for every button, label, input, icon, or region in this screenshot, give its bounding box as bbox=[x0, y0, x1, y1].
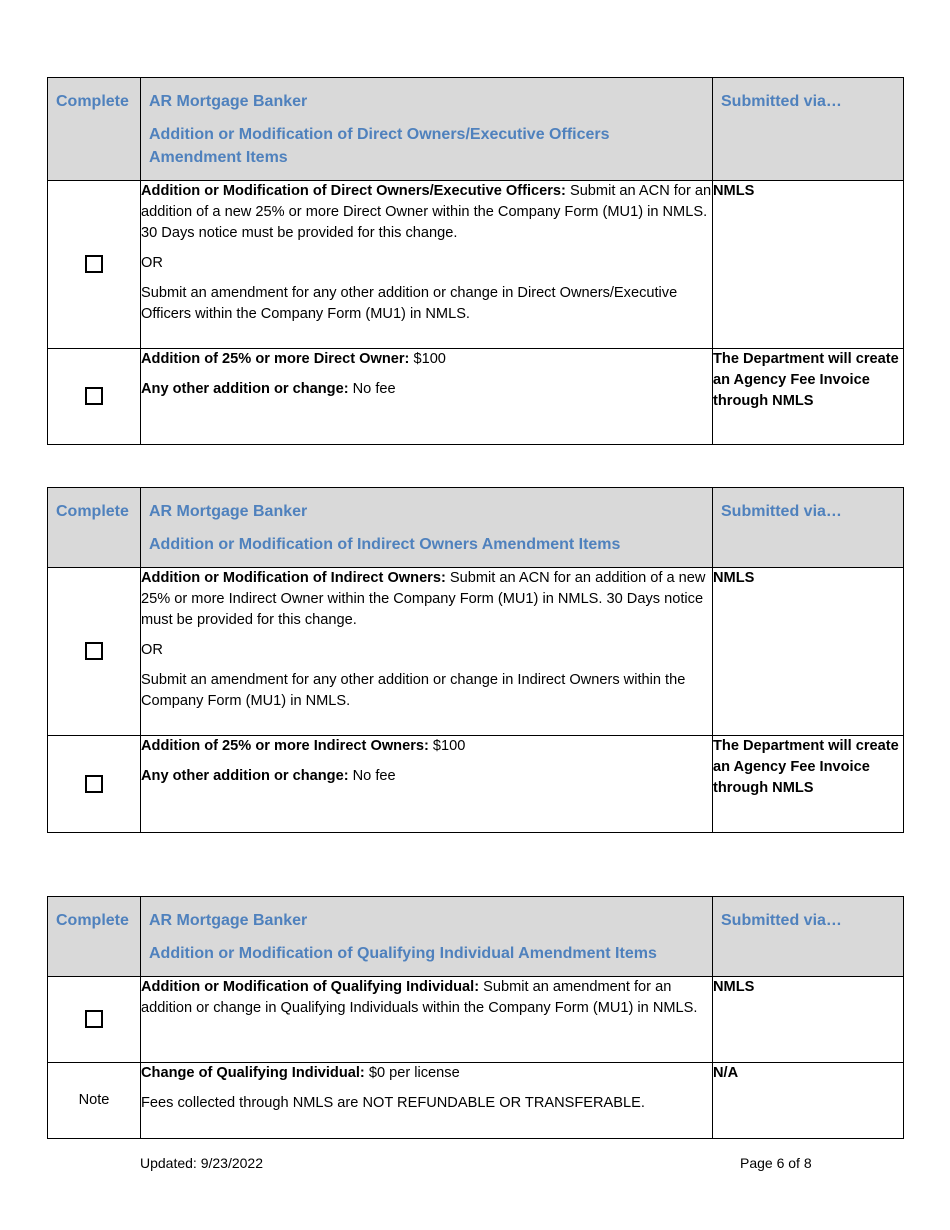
fee-amount: No fee bbox=[348, 768, 396, 784]
checkbox-cell bbox=[48, 977, 141, 1063]
requirement-text bbox=[141, 568, 712, 631]
table-title-cell bbox=[141, 488, 713, 568]
fee-text bbox=[141, 349, 712, 370]
requirement-label: Addition or Modification of Direct Owners/Executive Officers: bbox=[141, 183, 566, 199]
table-header-row bbox=[48, 488, 904, 568]
fee-label: Change of Qualifying Individual: bbox=[141, 1065, 365, 1081]
submitted-via-value: The Department will create an Agency Fee Invoice through NMLS bbox=[713, 736, 904, 833]
complete-checkbox[interactable] bbox=[85, 387, 103, 405]
fee-cell bbox=[141, 1063, 713, 1139]
requirement-text bbox=[141, 181, 712, 244]
fee-text bbox=[141, 1063, 712, 1084]
fee-amount: No fee bbox=[348, 381, 396, 397]
fee-amount: $100 bbox=[409, 351, 446, 367]
checkbox-cell bbox=[48, 181, 141, 349]
table-row bbox=[48, 181, 904, 349]
page-number: Page 6 of 8 bbox=[740, 1155, 812, 1171]
table-subtitle: Addition or Modification of Qualifying Individual Amendment Items bbox=[149, 945, 657, 962]
requirement-cell bbox=[141, 181, 713, 349]
complete-header: Complete bbox=[48, 488, 141, 568]
fee-cell bbox=[141, 349, 713, 445]
complete-checkbox[interactable] bbox=[85, 255, 103, 273]
table-header-row bbox=[48, 897, 904, 977]
table-row bbox=[48, 1063, 904, 1139]
fee-text bbox=[141, 379, 712, 400]
table-title: AR Mortgage Banker bbox=[149, 912, 308, 929]
fee-text bbox=[141, 766, 712, 787]
note-label: Note bbox=[48, 1063, 141, 1139]
fee-label: Addition of 25% or more Direct Owner: bbox=[141, 351, 410, 367]
requirement-detail: Submit an amendment for an addition or change in Qualifying Individuals within the Company Form (MU1) in NMLS. bbox=[141, 979, 698, 1016]
submitted-via-header: Submitted via… bbox=[713, 488, 904, 568]
requirement-label: Addition or Modification of Qualifying Individual: bbox=[141, 979, 480, 995]
checkbox-cell bbox=[48, 349, 141, 445]
complete-header: Complete bbox=[48, 897, 141, 977]
submitted-via-header: Submitted via… bbox=[713, 897, 904, 977]
table-row bbox=[48, 736, 904, 833]
table-title: AR Mortgage Banker bbox=[149, 503, 308, 520]
indirect-owners-table bbox=[47, 487, 904, 833]
submitted-via-value: NMLS bbox=[713, 568, 904, 736]
fee-label: Any other addition or change: bbox=[141, 381, 349, 397]
complete-header: Complete bbox=[48, 78, 141, 181]
requirement-cell bbox=[141, 568, 713, 736]
requirement-text bbox=[141, 977, 712, 1019]
submitted-via-value: NMLS bbox=[713, 977, 904, 1063]
complete-checkbox[interactable] bbox=[85, 1010, 103, 1028]
refund-notice: Fees collected through NMLS are NOT REFUNDABLE OR TRANSFERABLE. bbox=[141, 1095, 645, 1111]
direct-owners-table bbox=[47, 77, 904, 445]
fee-amount: $100 bbox=[428, 738, 466, 754]
submitted-via-value: NMLS bbox=[713, 181, 904, 349]
requirement-label: Addition or Modification of Indirect Owners: bbox=[141, 570, 446, 586]
requirement-detail: Submit an ACN for an addition of a new 25% or more Direct Owner within the Company Form (MU1) in NMLS. 30 Days notice must be provided for this change. bbox=[141, 183, 712, 241]
qualifying-individual-table bbox=[47, 896, 904, 1139]
or-text: OR bbox=[141, 642, 163, 658]
table-subtitle: Addition or Modification of Indirect Owners Amendment Items bbox=[149, 536, 621, 553]
alternative-text: Submit an amendment for any other addition or change in Indirect Owners within the Company Form (MU1) in NMLS. bbox=[141, 672, 686, 709]
table-title-cell bbox=[141, 897, 713, 977]
fee-cell bbox=[141, 736, 713, 833]
table-row bbox=[48, 977, 904, 1063]
table-header-row bbox=[48, 78, 904, 181]
table-row bbox=[48, 349, 904, 445]
complete-checkbox[interactable] bbox=[85, 642, 103, 660]
checkbox-cell bbox=[48, 736, 141, 833]
fee-label: Addition of 25% or more Indirect Owners: bbox=[141, 738, 429, 754]
fee-text bbox=[141, 736, 712, 757]
submitted-via-header: Submitted via… bbox=[713, 78, 904, 181]
or-text: OR bbox=[141, 255, 163, 271]
checkbox-cell bbox=[48, 568, 141, 736]
table-title: AR Mortgage Banker bbox=[149, 93, 308, 110]
complete-checkbox[interactable] bbox=[85, 775, 103, 793]
requirement-cell bbox=[141, 977, 713, 1063]
requirement-detail: Submit an ACN for an addition of a new 25% or more Indirect Owner within the Company Form (MU1) in NMLS. 30 Days notice must be provided for this change. bbox=[141, 570, 706, 628]
fee-label: Any other addition or change: bbox=[141, 768, 349, 784]
alternative-text: Submit an amendment for any other addition or change in Direct Owners/Executive Officers within the Company Form (MU1) in NMLS. bbox=[141, 285, 678, 322]
table-subtitle: Addition or Modification of Direct Owners/Executive Officers Amendment Items bbox=[149, 126, 610, 166]
table-row bbox=[48, 568, 904, 736]
submitted-via-value: The Department will create an Agency Fee Invoice through NMLS bbox=[713, 349, 904, 445]
updated-date: Updated: 9/23/2022 bbox=[140, 1155, 263, 1171]
submitted-via-value: N/A bbox=[713, 1063, 904, 1139]
fee-amount: $0 per license bbox=[364, 1065, 460, 1081]
table-title-cell bbox=[141, 78, 713, 181]
